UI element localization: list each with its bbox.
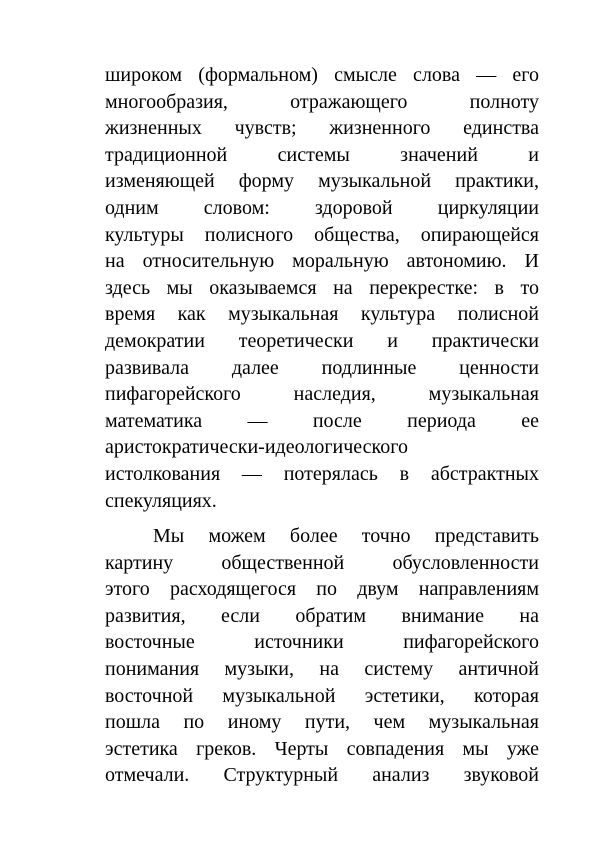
text-line: многообразия, отражающего полноту	[105, 90, 539, 113]
body-text	[105, 62, 539, 789]
text-line: отмечали. Структурный анализ звуковой	[105, 764, 539, 787]
text-line: спекуляциях.	[105, 489, 217, 512]
text-line: картину общественной обусловленности	[105, 551, 539, 574]
text-line: развития, если обратим внимание на	[105, 604, 539, 627]
text-line: развивала далее подлинные ценности	[105, 356, 539, 379]
text-line: традиционной системы значений и	[105, 143, 539, 166]
text-line: эстетика греков. Черты совпадения мы уже	[105, 737, 539, 760]
text-line: культуры полисного общества, опирающейся	[105, 223, 539, 246]
text-line: истолкования — потерялась в абстрактных	[105, 462, 539, 485]
text-line: пошла по иному пути, чем музыкальная	[105, 711, 539, 734]
text-line: широком (формальном) смысле слова — его	[105, 64, 539, 86]
text-line: изменяющей форму музыкальной практики,	[105, 170, 539, 193]
text-line: восточной музыкальной эстетики, которая	[105, 684, 539, 707]
text-line: восточные источники пифагорейского	[105, 631, 539, 654]
paragraph-1	[105, 62, 539, 514]
text-line: аристократически-идеологического	[105, 436, 408, 459]
paragraph-2	[105, 523, 539, 789]
text-line: здесь мы оказываемся на перекрестке: в то	[105, 276, 539, 299]
text-line: понимания музыки, на систему античной	[105, 658, 539, 681]
text-line: пифагорейского наследия, музыкальная	[105, 383, 539, 406]
text-line: время как музыкальная культура полисной	[105, 303, 539, 326]
text-line: математика — после периода ее	[105, 409, 539, 432]
text-line: жизненных чувств; жизненного единства	[105, 117, 539, 140]
text-line: этого расходящегося по двум направлениям	[105, 578, 539, 601]
text-line: демократии теоретически и практически	[105, 329, 539, 352]
text-line: на относительную моральную автономию. И	[105, 250, 539, 273]
text-line: одним словом: здоровой циркуляции	[105, 196, 539, 219]
text-line: Мы можем более точно представить	[153, 525, 539, 548]
